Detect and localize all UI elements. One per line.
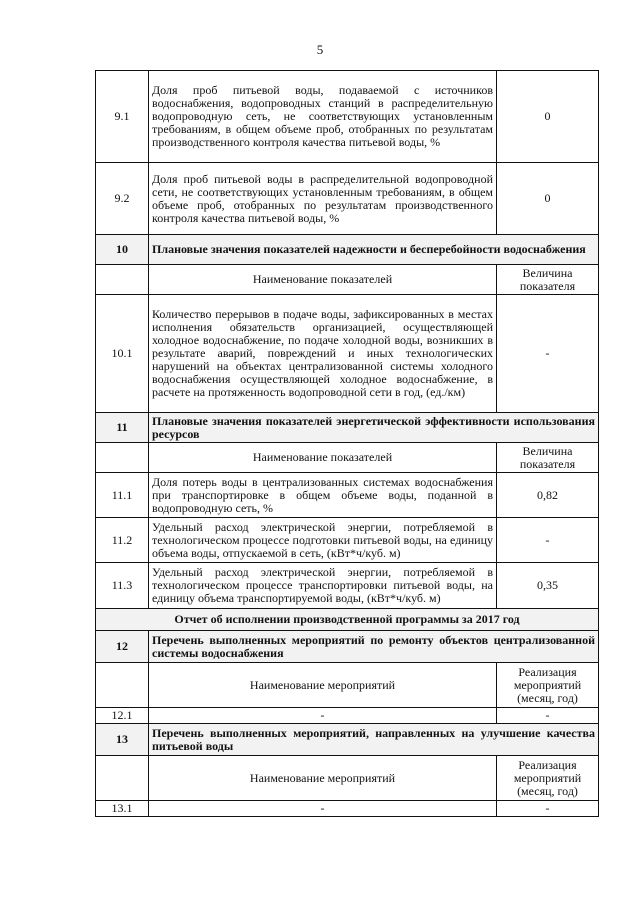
section-number: 12 bbox=[96, 631, 149, 663]
column-header-value: Реализация мероприятий (месяц, год) bbox=[497, 663, 599, 708]
activity-date: - bbox=[497, 708, 599, 724]
indicator-name: Удельный расход электрической энергии, потребляемой в технологическом процессе подготовки питьевой воды, на единицу объема воды, отпускаемой в сеть, (кВт*ч/куб. м) bbox=[149, 518, 497, 563]
table-row bbox=[96, 801, 599, 817]
table-row bbox=[96, 295, 599, 413]
section-number: 11 bbox=[96, 413, 149, 443]
section-number: 10 bbox=[96, 235, 149, 265]
column-header-value: Величина показателя bbox=[497, 265, 599, 295]
table-row bbox=[96, 708, 599, 724]
section-row bbox=[96, 724, 599, 756]
column-header-row bbox=[96, 756, 599, 801]
column-header-value: Величина показателя bbox=[497, 443, 599, 473]
section-title: Перечень выполненных мероприятий, направленных на улучшение качества питьевой воды bbox=[149, 724, 599, 756]
column-header-name: Наименование показателей bbox=[149, 265, 497, 295]
table-row bbox=[96, 563, 599, 609]
page-number: 5 bbox=[316, 42, 324, 57]
row-number: 13.1 bbox=[96, 801, 149, 817]
indicator-value: - bbox=[497, 518, 599, 563]
section-title: Плановые значения показателей энергетической эффективности использования ресурсов bbox=[149, 413, 599, 443]
indicator-value: - bbox=[497, 295, 599, 413]
indicator-name: Доля проб питьевой воды, подаваемой с источников водоснабжения, водопроводных станций в распределительную водопроводную сеть, не соответствующих установленным требованиям, в общем объеме проб, отобранных по результатам производственного контроля качества питьевой воды, % bbox=[149, 71, 497, 163]
column-header-name: Наименование мероприятий bbox=[149, 663, 497, 708]
section-title: Перечень выполненных мероприятий по ремонту объектов централизованной системы водоснабжения bbox=[149, 631, 599, 663]
activity-name: - bbox=[149, 708, 497, 724]
row-number: 11.3 bbox=[96, 563, 149, 609]
row-number: 9.2 bbox=[96, 163, 149, 235]
row-number: 9.1 bbox=[96, 71, 149, 163]
row-number: 12.1 bbox=[96, 708, 149, 724]
section-row bbox=[96, 413, 599, 443]
indicator-name: Удельный расход электрической энергии, потребляемой в технологическом процессе транспортировки питьевой воды, на единицу объема транспортируемой воды, (кВт*ч/куб. м) bbox=[149, 563, 497, 609]
row-number: 10.1 bbox=[96, 295, 149, 413]
report-title-row bbox=[96, 609, 599, 631]
indicator-name: Доля проб питьевой воды в распределительной водопроводной сети, не соответствующих установленным требованиям, в общем объеме проб, отобранных по результатам производственного контроля качества питьевой воды, % bbox=[149, 163, 497, 235]
indicator-value: 0 bbox=[497, 163, 599, 235]
table-row bbox=[96, 518, 599, 563]
table-row bbox=[96, 163, 599, 235]
column-header-name: Наименование мероприятий bbox=[149, 756, 497, 801]
column-header-row bbox=[96, 265, 599, 295]
indicator-value: 0,82 bbox=[497, 473, 599, 518]
indicators-table bbox=[95, 70, 599, 817]
indicator-value: 0 bbox=[497, 71, 599, 163]
section-row bbox=[96, 631, 599, 663]
column-header-value: Реализация мероприятий (месяц, год) bbox=[497, 756, 599, 801]
section-title: Плановые значения показателей надежности и бесперебойности водоснабжения bbox=[149, 235, 599, 265]
report-title: Отчет об исполнении производственной программы за 2017 год bbox=[96, 609, 599, 631]
indicator-value: 0,35 bbox=[497, 563, 599, 609]
section-number: 13 bbox=[96, 724, 149, 756]
indicator-name: Доля потерь воды в централизованных системах водоснабжения при транспортировке в общем объеме воды, поданной в водопроводную сеть, % bbox=[149, 473, 497, 518]
row-number: 11.1 bbox=[96, 473, 149, 518]
indicator-name: Количество перерывов в подаче воды, зафиксированных в местах исполнения обязательств организацией, осуществляющей холодное водоснабжение, по подаче холодной воды, возникших в результате аварий, повреждений и иных технологических нарушений на объектах централизованной системы холодного водоснабжения осуществляющей холодное водоснабжение, в расчете на протяженность водопроводной сети в год, (ед./км) bbox=[149, 295, 497, 413]
activity-name: - bbox=[149, 801, 497, 817]
activity-date: - bbox=[497, 801, 599, 817]
column-header-name: Наименование показателей bbox=[149, 443, 497, 473]
column-header-row bbox=[96, 443, 599, 473]
section-row bbox=[96, 235, 599, 265]
table-row bbox=[96, 71, 599, 163]
table-row bbox=[96, 473, 599, 518]
column-header-row bbox=[96, 663, 599, 708]
row-number: 11.2 bbox=[96, 518, 149, 563]
